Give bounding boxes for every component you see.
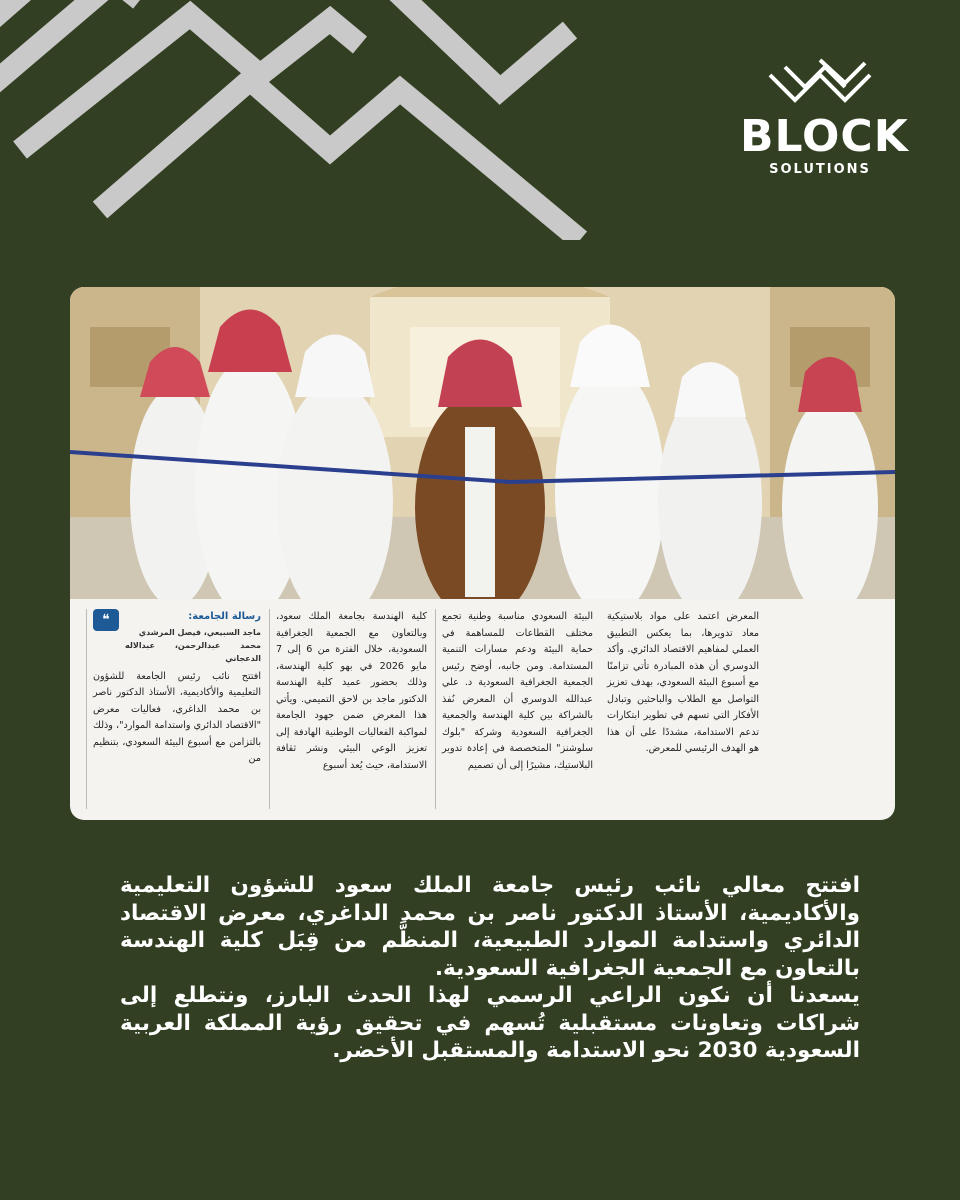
logo-mark-icon (765, 55, 875, 110)
byline (93, 609, 261, 665)
logo-title: BLOCK (740, 111, 909, 162)
caption-paragraph-2: يسعدنا أن نكون الراعي الرسمي لهذا الحدث البارز، ونتطلع إلى شراكات وتعاونات مستقبلية تُسهم في تحقيق رؤية المملكة العربية السعودية 2030 نحو الاستدامة والمستقبل الأخضر. (120, 983, 860, 1063)
quote-icon: ❝ (93, 609, 119, 631)
article-column-2: كلية الهندسة بجامعة الملك سعود، وبالتعاون مع الجمعية الجغرافية السعودية، خلال الفترة من 6 إلى 7 مايو 2026 في بهو كلية الهندسة، وذلك بحضور عميد كلية الهندسة الدكتور ماجد بن لاحق التميمي. ويأتي هذا المعرض ضمن جهود الجامعة لمواكبة الفعاليات الوطنية الهادفة إلى تعزيز الوعي البيئي ونشر ثقافة الاستدامة، حيث يُعد أسبوع (269, 609, 427, 809)
article-column-4: المعرض اعتمد على مواد بلاستيكية معاد تدويرها، بما يعكس التطبيق العملي لمفاهيم الاقتصاد الدائري. وأكد الدوسري أن هذه المبادرة تأتي تزامنًا مع أسبوع البيئة السعودي، بهدف تعزيز التواصل مع الطلاب والباحثين وتبادل الأفكار التي تسهم في تطوير ابتكارات تدعم الاستدامة، مشددًا على أن هذا هو الهدف الرئيسي للمعرض. (607, 611, 759, 754)
article-text-1: افتتح نائب رئيس الجامعة للشؤون التعليمية والأكاديمية، الأستاذ الدكتور ناصر بن محمد الداغري، فعاليات معرض "الاقتصاد الدائري واستدامة الموارد"، وذلك بالتزامن مع أسبوع البيئة السعودي، بتنظيم من (93, 670, 261, 764)
article-columns (70, 605, 895, 820)
caption-paragraph-1: افتتح معالي نائب رئيس جامعة الملك سعود للشؤون التعليمية والأكاديمية، الأستاذ الدكتور ناصر بن محمد الداغري، معرض الاقتصاد الدائري واستدامة الموارد الطبيعية، المنظَّم من قِبَل كلية الهندسة بالتعاون مع الجمعية الجغرافية السعودية. (120, 873, 860, 981)
article-column-3: البيئة السعودي مناسبة وطنية تجمع مختلف القطاعات للمساهمة في حماية البيئة ودعم مسارات التنمية المستدامة. ومن جانبه، أوضح رئيس الجمعية الجغرافية السعودية د. علي عبدالله الدوسري أن المعرض نُفذ بالشراكة بين كلية الهندسة والجمعية الجغرافية السعودية وشركة "بلوك سلوشنز" المتخصصة في إعادة تدوير البلاستيك، مشيرًا إلى أن تصميم (435, 609, 593, 809)
newspaper-clipping (70, 287, 895, 820)
byline-title: رسالة الجامعة: (188, 611, 261, 622)
byline-names-1: ماجد السبيعي، فيصل المرشدي (138, 627, 261, 637)
post-caption (120, 872, 860, 1065)
ribbon-cutting-photo (70, 287, 895, 599)
block-solutions-logo (740, 55, 909, 195)
article-column-1 (86, 609, 261, 809)
photo-illustration (70, 287, 895, 599)
chevron-pattern-decoration (0, 0, 600, 240)
byline-names-2: محمد عبدالرحمن، عبدالاله الدعجاني (125, 640, 261, 663)
logo-subtitle: SOLUTIONS (769, 162, 871, 177)
